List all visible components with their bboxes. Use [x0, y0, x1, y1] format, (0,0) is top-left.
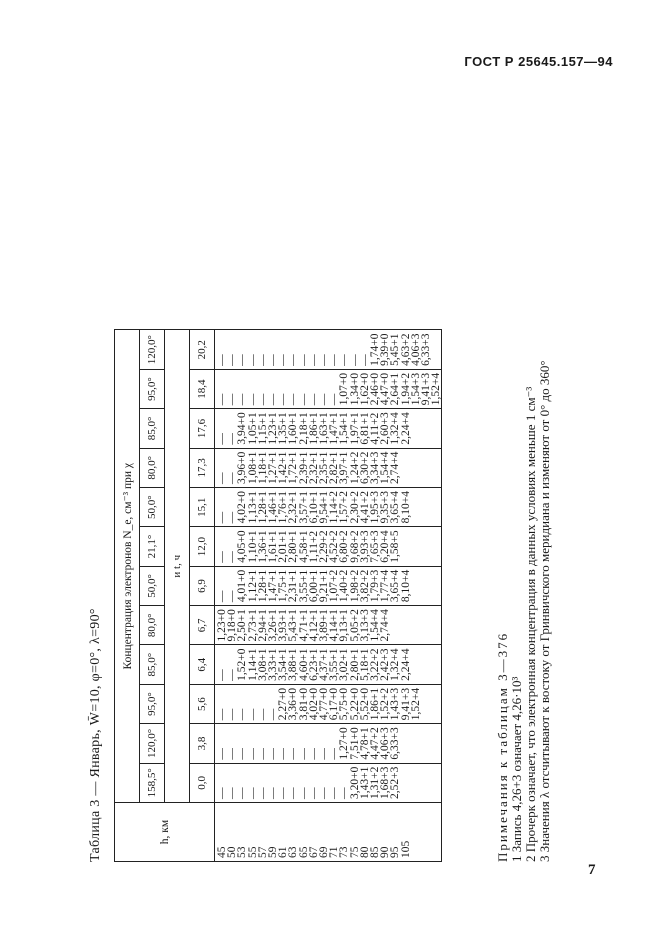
note-line: 2 Прочерк означает, что электронная концентрация в данных условиях меньше 1 см⁻³ — [523, 386, 538, 862]
chi-cell: 50,0° — [140, 566, 165, 605]
electron-concentration-table — [114, 330, 442, 863]
data-column: — — 1,52+0 1,14+1 3,08+1 3,33+1 3,54+1 3,88+1 4,60+1 6,23+1 4,37+1 3,55+1 3,02+1 2,80+1 5,18+1 3,22+2 2,42+3 1,32+4 2,24+4 — [216, 648, 412, 681]
t-cell: 3,8 — [190, 724, 215, 763]
t-cell: 17,6 — [190, 409, 215, 448]
data-cell — [215, 527, 442, 566]
data-cell — [215, 409, 442, 448]
note-line: 3 Значения λ отсчитывают к востоку от Гринвичского меридиана и изменяют от 0° до 360° — [537, 360, 552, 862]
data-cell — [215, 566, 442, 605]
chi-cell: 80,0° — [140, 448, 165, 487]
data-column: — — — — — — — — — — — — — — — 1,74+0 9,39+0 5,45+1 4,63+2 4,06+3 6,33+3 — [216, 333, 433, 366]
t-cell: 0,0 — [190, 763, 215, 802]
chi-cell: 158,5° — [140, 763, 165, 802]
t-cell: 6,9 — [190, 566, 215, 605]
data-cell — [215, 448, 442, 487]
chi-cell: 21,1° — [140, 527, 165, 566]
data-column: — — 3,94+0 1,05+1 1,15+1 1,23+1 1,35+1 1,60+1 2,18+1 1,86+1 1,63+1 1,47+1 1,54+1 1,97+1 6,81+1 4,11+2 2,60+3 1,32+4 2,24+4 — [216, 412, 412, 445]
h-header-cell — [115, 803, 215, 862]
t-cell: 6,4 — [190, 645, 215, 684]
data-column: — — — — — — — — — — — — 1,07+0 1,34+0 1,62+0 2,46+0 4,47+0 2,64+1 1,94+2 1,54+3 9,41+3 1,52+4 — [216, 372, 443, 406]
h-values: 45 50 53 55 57 59 61 63 65 67 69 71 73 75 80 85 90 95 105 — [216, 840, 412, 858]
data-cell — [215, 330, 442, 369]
data-column: 1,23+0 9,18+0 2,50+1 2,73+1 2,94+1 3,26+1 3,93+1 5,43+1 4,71+1 4,12+1 3,89+1 4,14+1 9,13+1 5,05+2 3,13+3 1,54+4 2,74+4 — [216, 609, 392, 642]
chi-cell: 95,0° — [140, 684, 165, 723]
table-notes — [496, 360, 552, 862]
t-cell: 6,7 — [190, 606, 215, 645]
data-cell — [215, 724, 442, 763]
chi-cell: 80,0° — [140, 606, 165, 645]
t-cell: 12,0 — [190, 527, 215, 566]
sub-header-cell — [165, 330, 190, 803]
data-column: — — 3,96+0 1,08+1 1,18+1 1,27+1 1,42+1 1,72+1 2,39+1 2,32+1 2,35+1 2,82+1 3,97+1 1,24+2 6,30+2 3,34+3 1,54+4 2,74+4 — [216, 451, 402, 484]
data-column: — — 4,01+0 1,12+1 1,28+1 1,47+1 1,75+1 2,31+1 3,55+1 6,00+1 9,21+1 1,07+2 1,40+2 1,98+2 3,82+2 1,79+3 1,77+4 3,65+4 8,10+4 — [216, 569, 412, 603]
data-column: — — 4,02+0 1,13+1 1,28+1 1,46+1 1,76+1 2,32+1 3,57+1 6,10+1 9,54+1 1,14+2 1,57+2 2,30+2 4,41+2 1,95+3 9,35+3 3,65+4 8,10+4 — [216, 491, 412, 524]
chi-cell: 120,0° — [140, 724, 165, 763]
data-cell — [215, 763, 442, 802]
document-header: ГОСТ Р 25645.157—94 — [464, 54, 613, 69]
note-line: 1 Запись 4,26+3 означает 4,26·10³ — [509, 676, 524, 862]
data-cell — [215, 369, 442, 408]
page-number: 7 — [588, 862, 596, 878]
chi-cell: 95,0° — [140, 369, 165, 408]
data-column: — — — — — — — — — — — — — 3,20+0 1,43+1 1,31+2 1,68+3 2,52+3 — [216, 766, 402, 799]
data-column: — — — — — — — — — — — — 1,27+0 7,51+0 4,78+1 4,47+2 4,06+3 6,33+3 — [216, 727, 402, 760]
t-cell: 15,1 — [190, 488, 215, 527]
chi-cell: 120,0° — [140, 330, 165, 369]
h-values-cell — [215, 803, 442, 862]
data-cell — [215, 606, 442, 645]
table-title: Таблица 3 — Январь, W̄=10, φ=0°, λ=90° — [88, 608, 103, 862]
t-cell: 17,3 — [190, 448, 215, 487]
notes-heading: Примечания к таблицам 3—376 — [495, 631, 510, 862]
group-header: Концентрация электронов N_e, см⁻³ при χ — [122, 463, 134, 670]
chi-cell: 85,0° — [140, 409, 165, 448]
t-cell: 5,6 — [190, 684, 215, 723]
data-cell — [215, 684, 442, 723]
chi-cell: 50,0° — [140, 488, 165, 527]
data-cell — [215, 488, 442, 527]
rotated-page-content — [88, 62, 648, 862]
t-cell: 20,2 — [190, 330, 215, 369]
sub-header: и t, ч — [171, 554, 183, 578]
t-cell: 18,4 — [190, 369, 215, 408]
h-header: h, км — [158, 819, 171, 845]
data-column: — — 4,05+0 1,10+1 1,36+1 1,61+1 2,01+1 2,80+1 4,58+1 1,11+2 2,29+2 4,52+2 6,80+2 9,68+2 3,93+3 7,65+3 6,20+4 1,58+5 — [216, 530, 402, 563]
group-header-cell — [115, 330, 140, 803]
data-column: — — — — — — 2,27+0 3,36+0 3,81+0 4,02+0 4,77+0 6,17+0 5,75+0 5,22+0 5,52+0 1,86+1 1,52+2 1,43+3 9,41+3 1,52+4 — [216, 687, 422, 721]
data-cell — [215, 645, 442, 684]
chi-cell: 85,0° — [140, 645, 165, 684]
